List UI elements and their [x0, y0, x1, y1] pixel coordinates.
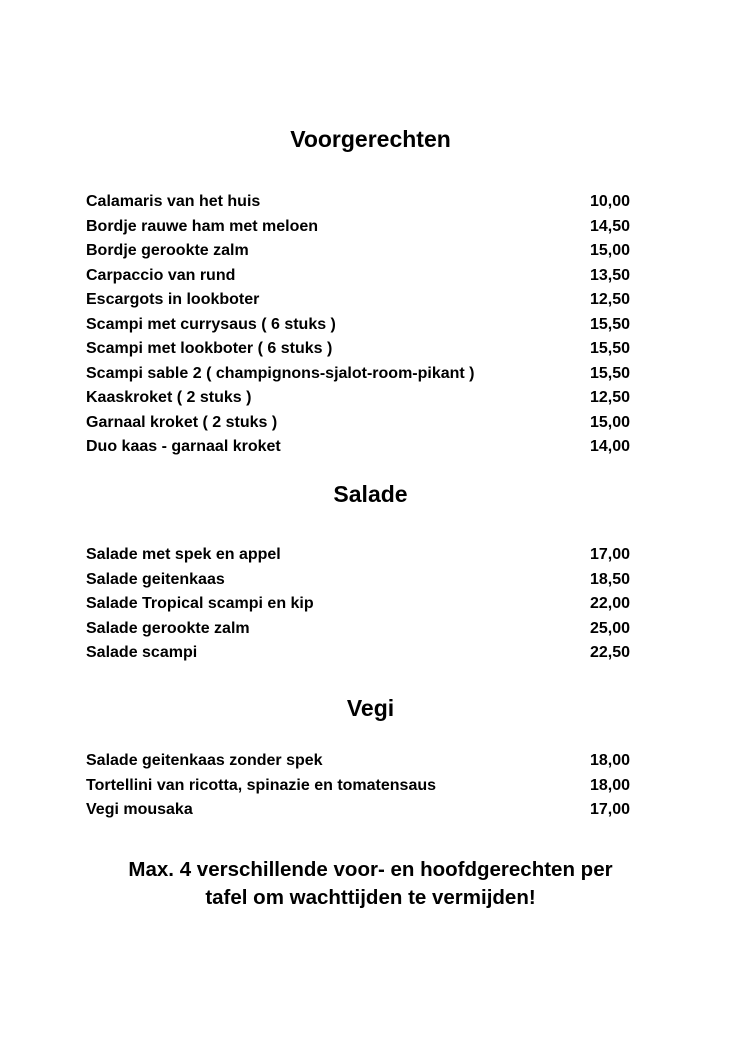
dish-name: Calamaris van het huis [86, 193, 261, 210]
section-title-voorgerechten: Voorgerechten [290, 126, 451, 152]
section-title-vegi: Vegi [346, 695, 395, 721]
dish-name: Salade geitenkaas [86, 570, 225, 588]
dish-price: 13,50 [589, 266, 630, 284]
dish-price: 14,00 [589, 438, 630, 455]
dish-name: Bordje rauwe ham met meloen [86, 217, 319, 235]
dish-name: Garnaal kroket ( 2 stuks ) [86, 413, 278, 431]
dish-name: Bordje gerookte zalm [86, 242, 249, 259]
menu-item [86, 749, 630, 774]
dish-name: Duo kaas - garnaal kroket [86, 438, 281, 455]
dish-price: 18,00 [589, 776, 630, 794]
dish-price: 15,00 [589, 242, 630, 259]
dish-price: 15,00 [589, 413, 630, 431]
menu-list-vegi [86, 749, 630, 823]
dish-price: 17,00 [589, 546, 630, 563]
dish-price: 14,50 [589, 217, 630, 235]
menu-item [86, 337, 630, 362]
menu-item [86, 798, 630, 823]
notice-line-2: tafel om wachttijden te vermijden! [205, 886, 536, 909]
dish-price: 25,00 [589, 619, 630, 637]
menu-item [86, 592, 630, 617]
dish-name: Carpaccio van rund [86, 266, 236, 284]
dish-name: Salade met spek en appel [86, 546, 281, 563]
menu-item [86, 362, 630, 387]
section-title-salade: Salade [333, 481, 408, 507]
menu-item [86, 190, 630, 215]
dish-price: 12,50 [589, 291, 630, 308]
dish-name: Scampi met lookboter ( 6 stuks ) [86, 340, 333, 357]
dish-price: 18,00 [589, 752, 630, 769]
dish-price: 22,50 [589, 644, 630, 661]
dish-price: 12,50 [589, 389, 630, 406]
menu-list-salade [86, 543, 630, 666]
dish-name: Escargots in lookboter [86, 291, 260, 308]
dish-name: Salade geitenkaas zonder spek [86, 752, 323, 769]
dish-name: Tortellini van ricotta, spinazie en tomatensaus [86, 776, 437, 794]
menu-item [86, 641, 630, 666]
menu-item [86, 239, 630, 264]
menu-item [86, 386, 630, 411]
menu-item [86, 543, 630, 568]
dish-price: 15,50 [589, 315, 630, 333]
menu-item [86, 411, 630, 436]
dish-name: Scampi met currysaus ( 6 stuks ) [86, 315, 336, 333]
menu-item [86, 313, 630, 338]
dish-name: Scampi sable 2 ( champignons-sjalot-room-pikant ) [86, 364, 475, 382]
menu-item [86, 288, 630, 313]
menu-item [86, 435, 630, 460]
menu-item [86, 617, 630, 642]
menu-item [86, 774, 630, 799]
menu-item [86, 568, 630, 593]
dish-price: 22,00 [589, 595, 630, 612]
dish-price: 15,50 [589, 364, 630, 382]
dish-price: 17,00 [589, 801, 630, 818]
dish-price: 18,50 [589, 570, 630, 588]
dish-name: Salade Tropical scampi en kip [86, 595, 314, 612]
menu-item [86, 215, 630, 240]
dish-name: Vegi mousaka [86, 801, 193, 818]
notice-line-1: Max. 4 verschillende voor- en hoofdgerechten per [128, 858, 613, 881]
dish-name: Salade gerookte zalm [86, 619, 250, 637]
dish-price: 15,50 [589, 340, 630, 357]
dish-name: Kaaskroket ( 2 stuks ) [86, 389, 252, 406]
dish-name: Salade scampi [86, 644, 198, 661]
menu-item [86, 264, 630, 289]
menu-list-voorgerechten [86, 190, 630, 460]
dish-price: 10,00 [589, 193, 630, 210]
notice-text [0, 856, 741, 912]
